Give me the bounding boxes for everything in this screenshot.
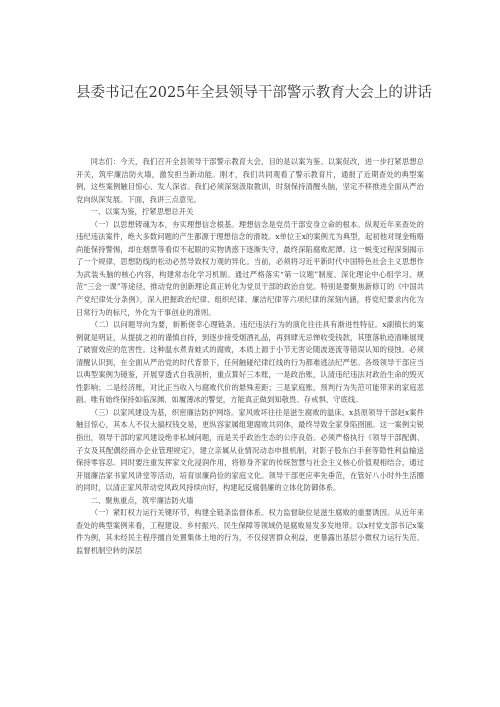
document-body bbox=[76, 156, 424, 558]
section-heading-2: 二、聚焦重点，筑牢廉洁防火墙 bbox=[90, 495, 194, 505]
section-heading-1: 一、以案为鉴，拧紧思想总开关 bbox=[90, 207, 194, 217]
document-title: 县委书记在2025年全县领导干部警示教育大会上的讲话 bbox=[76, 85, 432, 101]
paragraph-1-2: （二）以问题导向为要，斩断侥幸心理链条。违纪违法行为的演化往往具有渐进性特征。x副镇长的案例就是明证，从提拔之初的谨慎自持，到逐步接受烟酒礼品，再到肆无忌惮收受钱款，其堕落轨迹清晰展现了破窗效应的危害性。这种温水煮青蛙式的腐败，本质上源于小节无害论随波逐流等错误认知的侵蚀。必须清醒认识到，在全面从严治党的时代背景下，任何触碰纪律红线的行为都难逃法纪严惩。各级领导干部应当以典型案例为镜鉴，开展穿透式自我剖析，重点算好三本账，一是政治账，认清违纪违法对政治生命的毁灭性影响；二是经济账，对比正当收入与腐败代价的悬殊差距；三是家庭账，预判行为失范可能带来的家庭悲剧。唯有始终保持如临深渊、如履薄冰的警觉，方能真正做到知敬畏、存戒惧、守底线。 bbox=[76, 320, 424, 405]
paragraph-1-1: （一）以思想铸魂为本，夯实理想信念根基。理想信念是党员干部安身立命的根本。纵观近年来查处的违纪违法案件，绝大多数问题的产生都源于理想信念的滑坡。x单位王x的案例尤为典型，起初他对现金贿赂尚能保持警惕，却在烟票等看似不起眼的实物诱惑下逐渐失守，最终深陷腐败泥潭。这一蜕变过程深刻揭示了一个规律，思想防线的松动必然导致权力观的异化。当前，必须将习近平新时代中国特色社会主义思想作为武装头脑的核心内容，构建常态化学习机制。通过严格落实“第一议题”制度、深化理论中心组学习、规范“三会一课”等途径，推动党的创新理论真正转化为党员干部的政治自觉。特别是要聚焦新修订的《中国共产党纪律处分条例》，深入把握政治纪律、组织纪律、廉洁纪律等六项纪律的深刻内涵，将党纪要求内化为日常行为的标尺，外化为干事创业的准则。 bbox=[76, 219, 424, 317]
paragraph-opening: 同志们：今天，我们召开全县领导干部警示教育大会，目的是以案为鉴、以案促改，进一步打紧思想总开关，筑牢廉洁防火墙，激发担当新动能。刚才，我们共同观看了警示教育片，通报了近期查处的典型案例，这些案例触目惊心、发人深省。我们必须深刻汲取教训，时刻保持清醒头脑，坚定不移推进全面从严治党向纵深发展。下面，我讲三点意见。 bbox=[76, 157, 424, 204]
paragraph-1-3: （三）以家风建设为基，织密廉洁防护网络。家风败坏往往是滋生腐败的温床。x县原领导干部赵x案件触目惊心，其本人不仅大搞权钱交易，更纵容家属组建腐败共同体，最终导致全家身陷囹圄。这一案例尖锐指出，领导干部的家风建设绝非私域问题，而是关乎政治生态的公序良俗。必须严格执行《领导干部配偶、子女及其配偶经商办企业管理规定》，建立亲属从业情况动态申报机制，对影子股东白手套等隐性利益输送保持零容忍。同时要注重发挥家文化浸润作用，将修身齐家的传统智慧与社会主义核心价值观相结合，通过开展廉洁家书家风讲堂等活动，培育崇廉尚俭的家庭文化。领导干部更应率先垂范，在管好八小时外生活圈的同时，以清正家风带动党风政风持续向好，构建起反腐倡廉的立体化防御体系。 bbox=[76, 407, 424, 493]
paragraph-2-1: （一）紧盯权力运行关键环节，构建全链条监督体系。权力监督缺位是滋生腐败的重要诱因。从近年来查处的典型案例来看，工程建设、乡村振兴、民生保障等领域仍是腐败易发多发地带。以x村党支部书记x案件为例，其未经民主程序擅自处置集体土地的行为，不仅侵害群众利益，更暴露出基层小微权力运行失范、监督机制空转的深层 bbox=[76, 508, 424, 555]
